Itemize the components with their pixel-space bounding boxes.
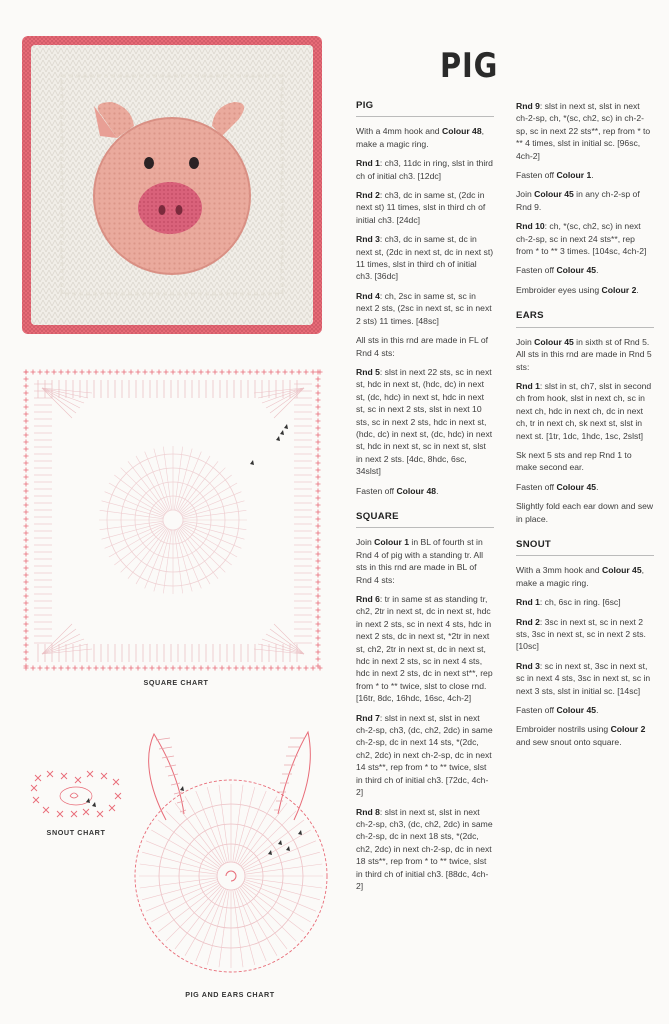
chart-stitch <box>304 666 309 671</box>
chart-stitch <box>114 526 165 565</box>
chart-stitch <box>316 657 321 662</box>
chart-stitch <box>24 531 29 536</box>
chart-stitch <box>262 666 267 671</box>
chart-stitch <box>199 666 204 671</box>
chart-stitch <box>31 666 36 671</box>
chart-stitch <box>157 666 162 671</box>
chart-stitch <box>276 666 281 671</box>
chart-stitch <box>185 666 190 671</box>
pig-square-photo <box>22 36 322 334</box>
chart-stitch <box>109 805 115 811</box>
chart-stitch <box>316 608 321 613</box>
chart-stitch <box>171 666 176 671</box>
chart-stitch <box>24 559 29 564</box>
chart-stitch <box>316 615 321 620</box>
chart-stitch <box>24 510 29 515</box>
chart-stitch <box>150 370 155 375</box>
chart-stitch <box>316 461 321 466</box>
chart-stitch <box>283 370 288 375</box>
chart-stitch <box>24 461 29 466</box>
chart-stitch <box>108 370 113 375</box>
ears-fasten: Fasten off Colour 45. <box>516 481 599 492</box>
chart-marker <box>280 430 284 435</box>
chart-stitch <box>143 370 148 375</box>
chart-stitch <box>121 527 166 572</box>
chart-stitch <box>108 666 113 671</box>
chart-stitch <box>206 666 211 671</box>
chart-stitch <box>24 615 29 620</box>
chart-stitch <box>316 440 321 445</box>
chart-stitch <box>159 747 172 749</box>
chart-stitch <box>87 771 93 777</box>
chart-stitch <box>166 886 221 941</box>
chart-stitch <box>316 594 321 599</box>
chart-stitch <box>24 552 29 557</box>
chart-stitch <box>101 370 106 375</box>
snout-chart-caption: SNOUT CHART <box>46 828 106 837</box>
chart-ear-right <box>278 732 310 820</box>
chart-stitch <box>316 524 321 529</box>
chart-stitch <box>316 447 321 452</box>
chart-stitch <box>180 527 225 572</box>
chart-stitch <box>47 771 53 777</box>
chart-stitch <box>52 370 57 375</box>
chart-stitch <box>24 496 29 501</box>
chart-stitch <box>171 370 176 375</box>
chart-stitch <box>297 666 302 671</box>
chart-stitch <box>241 886 296 941</box>
chart-stitch <box>157 370 162 375</box>
chart-stitch <box>316 419 321 424</box>
chart-stitch <box>71 811 77 817</box>
chart-stitch <box>316 643 321 648</box>
chart-stitch <box>316 482 321 487</box>
chart-stitch <box>192 666 197 671</box>
chart-stitch <box>316 601 321 606</box>
chart-stitch <box>80 370 85 375</box>
chart-marker <box>284 424 288 429</box>
chart-stitch <box>304 370 309 375</box>
square-rnd-9: Rnd 9: slst in next st, slst in next ch-2-sp, ch, *(sc, ch2, sc) in ch-2-sp, sc in next 22 sts**, rep from * to ** 4 times, slst in initial sc. [96sc, 4ch-2] <box>516 101 651 161</box>
chart-stitch <box>241 370 246 375</box>
chart-stitch <box>24 370 29 375</box>
chart-stitch <box>316 573 321 578</box>
chart-stitch <box>24 517 29 522</box>
chart-ring <box>70 793 78 798</box>
chart-stitch <box>316 503 321 508</box>
pig-intro: With a 4mm hook and Colour 48, make a magic ring. <box>356 126 485 149</box>
chart-stitch <box>316 650 321 655</box>
chart-stitch <box>151 883 219 922</box>
chart-stitch <box>316 426 321 431</box>
chart-stitch <box>269 666 274 671</box>
chart-marker <box>180 786 184 791</box>
chart-ring <box>226 871 236 881</box>
chart-stitch <box>274 388 304 418</box>
chart-stitch <box>24 482 29 487</box>
chart-stitch <box>24 489 29 494</box>
chart-stitch <box>38 370 43 375</box>
chart-stitch <box>255 666 260 671</box>
ears-fold: Slightly fold each ear down and sew in place. <box>516 501 654 524</box>
chart-stitch <box>234 666 239 671</box>
pig-note: All sts in this rnd are made in FL of Rnd 4 sts: <box>356 335 488 358</box>
chart-stitch <box>35 775 41 781</box>
chart-stitch <box>248 370 253 375</box>
chart-stitch <box>316 468 321 473</box>
page-title: PIG <box>440 46 499 86</box>
chart-stitch <box>33 797 39 803</box>
chart-stitch <box>316 559 321 564</box>
chart-marker <box>286 846 290 851</box>
chart-stitch <box>243 830 311 869</box>
chart-stitch <box>24 608 29 613</box>
chart-stitch <box>24 405 29 410</box>
square-join: Join Colour 1 in BL of fourth st in Rnd 4 of pig with a standing tr. All sts in this rnd are made in BL of Rnd 4 sts: <box>356 537 484 585</box>
chart-stitch <box>24 384 29 389</box>
chart-stitch <box>24 440 29 445</box>
pig-heading: PIG <box>356 100 494 117</box>
chart-stitch <box>220 370 225 375</box>
chart-stitch <box>164 370 169 375</box>
chart-stitch <box>179 461 218 512</box>
chart-round <box>163 510 183 530</box>
chart-stitch <box>57 811 63 817</box>
chart-stitch <box>45 666 50 671</box>
chart-stitch <box>136 666 141 671</box>
snout-nostrils: Embroider nostrils using Colour 2 and sew snout onto square. <box>516 724 646 747</box>
pig-rnd-2: Rnd 2: ch3, dc in same st, (2dc in next st) 11 times, slst in third ch of initial ch3. [24dc] <box>356 190 486 225</box>
chart-stitch <box>143 666 148 671</box>
chart-stitch <box>171 783 180 785</box>
chart-stitch <box>38 666 43 671</box>
border-join: Join Colour 45 in any ch-2-sp of Rnd 9. <box>516 189 640 212</box>
chart-stitch <box>316 496 321 501</box>
chart-stitch <box>178 370 183 375</box>
chart-stitch <box>213 666 218 671</box>
chart-stitch <box>45 370 50 375</box>
chart-stitch <box>316 433 321 438</box>
chart-stitch <box>243 883 311 922</box>
square-rnd-10: Rnd 10: ch, *(sc, ch2, sc) in next ch-2-sp, sc in next 24 sts**, rep from * to ** 3 times. [104sc, 4ch-2] <box>516 221 647 257</box>
chart-stitch <box>128 461 167 512</box>
square-fasten-2: Fasten off Colour 45. <box>516 265 599 276</box>
chart-stitch <box>24 601 29 606</box>
chart-stitch <box>181 526 232 565</box>
chart-stitch <box>174 792 182 794</box>
chart-stitch <box>316 622 321 627</box>
chart-stitch <box>316 412 321 417</box>
chart-stitch <box>24 447 29 452</box>
chart-stitch <box>66 370 71 375</box>
chart-stitch <box>24 573 29 578</box>
chart-stitch <box>316 489 321 494</box>
chart-stitch <box>24 391 29 396</box>
pig-rnd-3: Rnd 3: ch3, dc in same st, dc in next st, (2dc in next st, dc in next st) 11 times, slst in third ch of initial ch3. [36dc] <box>356 234 494 282</box>
instructions-column-1 <box>356 100 494 899</box>
instructions-column-2 <box>516 100 654 755</box>
chart-stitch <box>24 580 29 585</box>
chart-stitch <box>42 624 72 654</box>
pig-ears-chart-caption: PIG AND EARS CHART <box>185 990 275 999</box>
chart-stitch <box>24 377 29 382</box>
chart-stitch <box>180 468 225 513</box>
square-rnd-6: Rnd 6: tr in same st as standing tr, ch2, 2tr in next st, dc in next st, hdc in next 2 sts, sc in next 4 sts, hdc in next 2 sts, dc in next st, *2tr in next st, ch2, 2tr in next st, dc in next st, hdc in next 2 sts, sc in next 4 sts, hdc in next 2 sts, dc in next st**, rep from * to ** twice, slst to close rnd. [16tr, 8dc, 16hdc, 16sc, 4ch-2] <box>356 594 493 704</box>
chart-stitch <box>24 524 29 529</box>
chart-stitch <box>31 370 36 375</box>
chart-stitch <box>101 666 106 671</box>
snout-rnd-3: Rnd 3: sc in next st, 3sc in next st, sc in next 4 sts, 3sc in next st, sc in next 3 sts, slst in initial sc. [14sc] <box>516 660 651 696</box>
chart-stitch <box>192 370 197 375</box>
chart-stitch <box>164 666 169 671</box>
chart-marker <box>92 802 96 807</box>
chart-stitch <box>227 666 232 671</box>
chart-stitch <box>42 388 72 418</box>
chart-stitch <box>238 888 277 956</box>
chart-stitch <box>114 475 165 514</box>
chart-stitch <box>24 650 29 655</box>
chart-stitch <box>316 566 321 571</box>
chart-stitch <box>24 426 29 431</box>
chart-stitch <box>316 517 321 522</box>
chart-stitch <box>73 370 78 375</box>
chart-stitch <box>316 384 321 389</box>
chart-stitch <box>94 370 99 375</box>
chart-stitch <box>241 666 246 671</box>
chart-round <box>217 862 245 890</box>
chart-stitch <box>316 405 321 410</box>
chart-stitch <box>24 566 29 571</box>
chart-stitch <box>52 666 57 671</box>
chart-marker <box>250 460 254 465</box>
right-eye <box>189 157 199 169</box>
chart-stitch <box>94 666 99 671</box>
snout-fasten: Fasten off Colour 45. <box>516 705 599 716</box>
chart-stitch <box>122 666 127 671</box>
chart-stitch <box>316 552 321 557</box>
chart-stitch <box>297 370 302 375</box>
chart-stitch <box>178 666 183 671</box>
chart-stitch <box>24 475 29 480</box>
chart-stitch <box>24 538 29 543</box>
chart-stitch <box>316 545 321 550</box>
chart-stitch <box>311 370 316 375</box>
chart-stitch <box>128 528 167 579</box>
ears-join: Join Colour 45 in sixth st of Rnd 5. All sts in this rnd are made in Rnd 5 sts: <box>516 336 652 372</box>
chart-stitch <box>227 370 232 375</box>
chart-stitch <box>290 666 295 671</box>
chart-stitch <box>24 657 29 662</box>
chart-stitch <box>316 391 321 396</box>
chart-marker <box>276 436 280 441</box>
chart-stitch <box>213 370 218 375</box>
chart-stitch <box>75 777 81 783</box>
square-rnd-7: Rnd 7: slst in next st, slst in next ch-2-sp, ch3, (dc, ch2, 2dc) in same ch-2-sp, dc in next 14 sts, *(2dc, ch2, 2dc) in next ch-2-sp, dc in next 14 sts**, rep from * to ** twice, slst in third ch of initial ch3. [72dc, 4ch-2] <box>356 712 493 798</box>
chart-stitch <box>316 377 321 382</box>
pig-fasten: Fasten off Colour 48. <box>356 485 439 496</box>
chart-stitch <box>59 370 64 375</box>
chart-stitch <box>199 370 204 375</box>
left-eye <box>144 157 154 169</box>
chart-stitch <box>43 807 49 813</box>
chart-stitch <box>31 785 37 791</box>
chart-stitch <box>168 774 178 776</box>
pig-snout <box>138 182 202 234</box>
chart-stitch <box>234 370 239 375</box>
chart-stitch <box>283 666 288 671</box>
snout-heading: SNOUT <box>516 539 654 556</box>
chart-stitch <box>151 830 219 869</box>
chart-stitch <box>24 412 29 417</box>
chart-stitch <box>274 624 304 654</box>
chart-stitch <box>24 545 29 550</box>
chart-stitch <box>101 773 107 779</box>
chart-stitch <box>115 666 120 671</box>
chart-ear-left <box>149 734 184 820</box>
chart-stitch <box>316 510 321 515</box>
chart-stitch <box>121 468 166 513</box>
chart-marker <box>278 840 282 845</box>
chart-stitch <box>80 666 85 671</box>
chart-stitch <box>241 811 296 866</box>
chart-stitch <box>185 888 224 956</box>
chart-stitch <box>87 666 92 671</box>
chart-stitch <box>185 796 224 864</box>
chart-stitch <box>73 666 78 671</box>
chart-stitch <box>166 811 221 866</box>
snout-rnd-1: Rnd 1: ch, 6sc in ring. [6sc] <box>516 597 621 608</box>
embroider-eyes: Embroider eyes using Colour 2. <box>516 284 639 295</box>
chart-marker <box>86 798 90 803</box>
chart-stitch <box>262 370 267 375</box>
chart-stitch <box>162 756 174 758</box>
chart-stitch <box>248 666 253 671</box>
chart-stitch <box>129 370 134 375</box>
chart-stitch <box>206 370 211 375</box>
chart-stitch <box>24 468 29 473</box>
pig-ears-chart <box>118 726 344 982</box>
square-rnd-8: Rnd 8: slst in next st, slst in next ch-2-sp, ch3, (dc, ch2, 2dc) in same ch-2-sp, dc in next 18 sts, *(2dc, ch2, 2dc) in next ch-2-sp, dc in next 18 sts**, rep from * to ** twice, slst in third ch of initial ch3. [88dc, 4ch-2] <box>356 806 493 891</box>
chart-stitch <box>276 370 281 375</box>
ears-rnd-1: Rnd 1: slst in st, ch7, slst in second ch from hook, slst in next ch, sc in next ch, hdc in next ch, dc in next ch, tr in next ch, sk next st, slst in next st. [1tr, 1dc, 1hdc, 1sc, 2slst] <box>516 380 652 441</box>
chart-stitch <box>24 587 29 592</box>
pig-rnd-4: Rnd 4: ch, 2sc in same st, sc in next 2 sts, (2sc in next st, sc in next 2 sts) 11 times. [48sc] <box>356 290 492 326</box>
snout-chart <box>30 768 124 820</box>
snout-rnd-2: Rnd 2: 3sc in next st, sc in next 2 sts, 3sc in next st, sc in next 2 sts. [10sc] <box>516 616 646 652</box>
chart-stitch <box>316 538 321 543</box>
chart-stitch <box>24 629 29 634</box>
chart-stitch <box>316 398 321 403</box>
chart-stitch <box>316 580 321 585</box>
chart-stitch <box>255 370 260 375</box>
chart-stitch <box>24 643 29 648</box>
chart-stitch <box>316 454 321 459</box>
chart-stitch <box>24 594 29 599</box>
chart-stitch <box>316 475 321 480</box>
chart-stitch <box>316 587 321 592</box>
chart-stitch <box>269 370 274 375</box>
square-heading: SQUARE <box>356 511 494 528</box>
chart-stitch <box>61 773 67 779</box>
chart-stitch <box>220 666 225 671</box>
chart-stitch <box>83 809 89 815</box>
chart-stitch <box>316 629 321 634</box>
chart-marker <box>298 830 302 835</box>
square-chart <box>22 368 324 674</box>
ears-heading: EARS <box>516 310 654 327</box>
snout-intro: With a 3mm hook and Colour 45, make a magic ring. <box>516 565 645 588</box>
chart-stitch <box>316 531 321 536</box>
chart-stitch <box>316 636 321 641</box>
chart-stitch <box>24 454 29 459</box>
chart-stitch <box>24 433 29 438</box>
chart-stitch <box>24 636 29 641</box>
chart-stitch <box>24 622 29 627</box>
chart-stitch <box>179 528 218 579</box>
chart-stitch <box>115 370 120 375</box>
ears-skip: Sk next 5 sts and rep Rnd 1 to make second ear. <box>516 449 632 473</box>
pig-rnd-1: Rnd 1: ch3, 11dc in ring, slst in third ch of initial ch3. [12dc] <box>356 158 493 181</box>
chart-stitch <box>87 370 92 375</box>
pig-rnd-5: Rnd 5: slst in next 22 sts, sc in next st, hdc in next st, (hdc, dc) in next st, (dc, hdc) in next st, hdc in next st, sc in next 2 sts, slst in next 10 sts, sc in next 2 sts, hdc in next st, (hdc, dc) in next st, (dc, hdc) in next st, hdc in next st, sc in next st, slst in next 2 sts. [4dc, 8hdc, 6sc, 34slst] <box>356 366 493 477</box>
chart-stitch <box>150 666 155 671</box>
chart-stitch <box>66 666 71 671</box>
chart-stitch <box>122 370 127 375</box>
chart-stitch <box>177 801 184 803</box>
chart-stitch <box>136 370 141 375</box>
chart-stitch <box>181 475 232 514</box>
chart-stitch <box>290 370 295 375</box>
chart-stitch <box>156 738 170 740</box>
square-fasten-1: Fasten off Colour 1. <box>516 170 594 181</box>
chart-stitch <box>59 666 64 671</box>
chart-stitch <box>24 398 29 403</box>
chart-stitch <box>24 419 29 424</box>
chart-stitch <box>97 811 103 817</box>
chart-stitch <box>129 666 134 671</box>
chart-stitch <box>24 503 29 508</box>
chart-stitch <box>311 666 316 671</box>
square-chart-caption: SQUARE CHART <box>143 678 209 687</box>
chart-stitch <box>185 370 190 375</box>
